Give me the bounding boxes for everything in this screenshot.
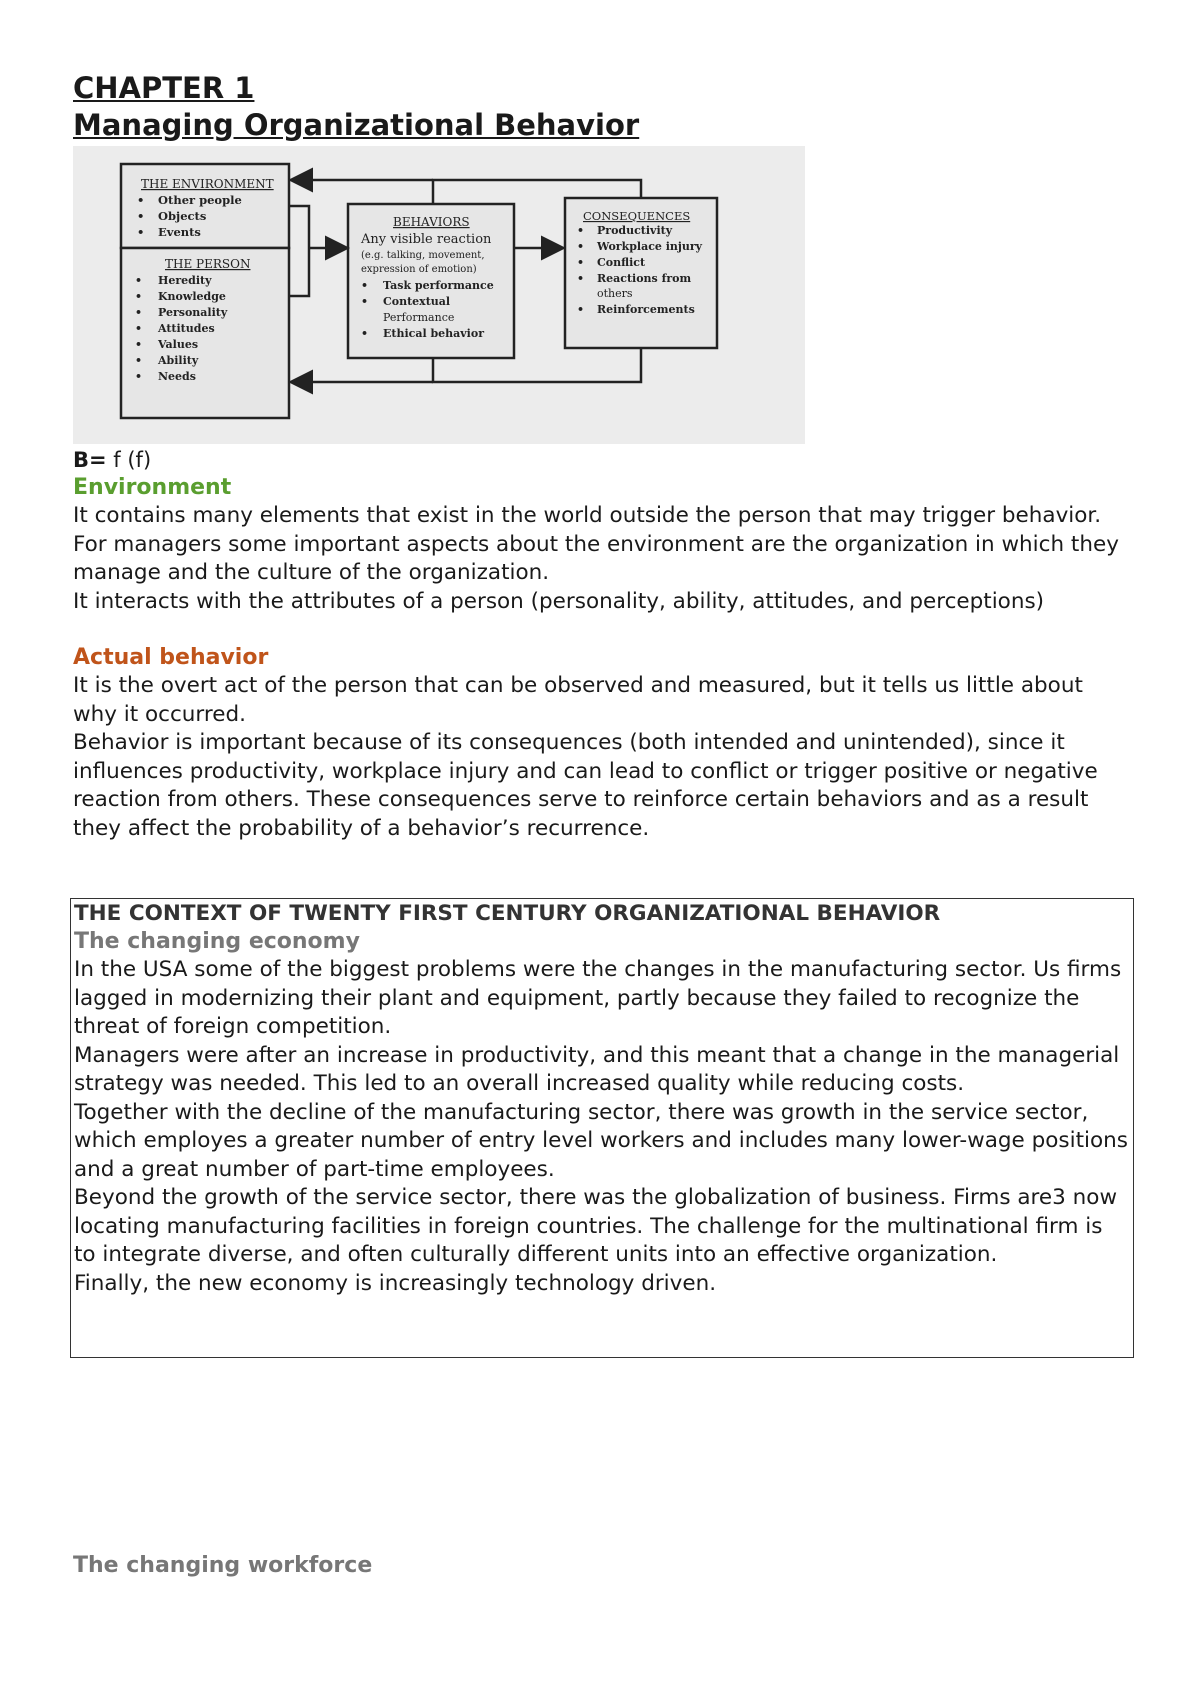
- behaviors-item: Contextual: [383, 295, 451, 308]
- behaviors-line1: Any visible reaction: [361, 232, 492, 247]
- svg-text:•: •: [361, 327, 369, 340]
- consequences-title: CONSEQUENCES: [583, 209, 691, 223]
- context-box-title: THE CONTEXT OF TWENTY FIRST CENTURY ORGANIZATIONAL BEHAVIOR: [74, 901, 941, 926]
- environment-item: Objects: [158, 209, 207, 223]
- person-item: Values: [158, 338, 199, 351]
- person-item: Knowledge: [158, 290, 226, 303]
- behavior-paragraph-2: Behavior is important because of its consequences (both intended and unintended), since it influences productivity, workplace injury and can lead to conflict or trigger positive or negative reaction from others. These consequences serve to reinforce certain behaviors and as a result they affect the probability of a behavior’s recurrence.: [73, 730, 1098, 841]
- actual-behavior-heading: Actual behavior: [73, 645, 269, 670]
- consequences-item: Reinforcements: [597, 303, 695, 316]
- svg-text:•: •: [577, 224, 585, 237]
- behaviors-item: Performance: [383, 311, 455, 324]
- chapter-title: Managing Organizational Behavior: [73, 108, 640, 142]
- environment-heading: Environment: [73, 475, 232, 500]
- person-item: Personality: [158, 306, 228, 319]
- svg-text:•: •: [577, 272, 585, 285]
- consequences-item: Productivity: [597, 224, 673, 237]
- environment-item: Events: [158, 225, 201, 239]
- svg-text:•: •: [361, 279, 369, 292]
- consequences-item: Reactions from: [597, 272, 692, 285]
- svg-text:•: •: [135, 370, 143, 383]
- environment-title: THE ENVIRONMENT: [141, 177, 274, 191]
- svg-text:•: •: [135, 306, 143, 319]
- environment-item: Other people: [158, 193, 242, 207]
- changing-workforce-heading: The changing workforce: [73, 1553, 373, 1578]
- person-item: Attitudes: [158, 322, 215, 335]
- economy-paragraph-5: Finally, the new economy is increasingly technology driven.: [74, 1270, 717, 1296]
- svg-text:•: •: [577, 256, 585, 269]
- behaviors-item: Ethical behavior: [383, 327, 484, 340]
- ob-model-svg: [73, 146, 805, 444]
- person-item: Ability: [158, 354, 199, 367]
- formula-bold: B=: [73, 448, 107, 472]
- consequences-item: others: [597, 287, 633, 300]
- consequences-item: Workplace injury: [597, 240, 703, 253]
- economy-paragraph-3: Together with the decline of the manufacturing sector, there was growth in the service sector, which employes a greater number of entry level workers and includes many lower-wage positions and a great number of part-time employees.: [74, 1099, 1128, 1182]
- merge-connector: [289, 206, 309, 296]
- chapter-number: CHAPTER 1: [73, 71, 255, 105]
- svg-text:•: •: [135, 354, 143, 367]
- svg-text:•: •: [361, 295, 369, 308]
- person-title: THE PERSON: [165, 257, 251, 271]
- economy-paragraph-4: Beyond the growth of the service sector, there was the globalization of business. Firms are3 now locating manufacturing facilities in foreign countries. The challenge for the multinational firm is to integrate diverse, and often culturally different units into an effective organization.: [74, 1185, 1118, 1267]
- svg-text:•: •: [137, 225, 145, 239]
- context-box: [70, 898, 1134, 1358]
- document-page: [73, 70, 1133, 843]
- svg-text:•: •: [135, 322, 143, 335]
- behavior-paragraph-1: It is the overt act of the person that can be observed and measured, but it tells us little about why it occurred.: [73, 673, 1083, 727]
- behaviors-line3: expression of emotion): [361, 264, 477, 275]
- economy-paragraph-1: In the USA some of the biggest problems were the changes in the manufacturing sector. Us firms lagged in modernizing their plant and equipment, partly because they failed to recognize the threat of foreign competition.: [74, 957, 1122, 1039]
- svg-text:•: •: [135, 338, 143, 351]
- environment-paragraph-1: It contains many elements that exist in the world outside the person that may trigger behavior. For managers some important aspects about the environment are the organization in which they manage and the culture of the organization.: [73, 503, 1119, 585]
- formula-rest: f (f): [106, 448, 152, 472]
- person-item: Heredity: [158, 274, 212, 287]
- changing-economy-heading: The changing economy: [74, 929, 360, 954]
- environment-paragraph-2: It interacts with the attributes of a person (personality, ability, attitudes, and perceptions): [73, 588, 1045, 614]
- svg-text:•: •: [577, 240, 585, 253]
- svg-text:•: •: [135, 274, 143, 287]
- behaviors-line2: (e.g. talking, movement,: [361, 250, 485, 261]
- consequences-item: Conflict: [597, 256, 646, 269]
- economy-paragraph-2: Managers were after an increase in productivity, and this meant that a change in the managerial strategy was needed. This led to an overall increased quality while reducing costs.: [74, 1042, 1120, 1096]
- ob-model-diagram: [73, 146, 805, 444]
- svg-text:•: •: [135, 290, 143, 303]
- svg-text:•: •: [577, 303, 585, 316]
- svg-text:•: •: [137, 209, 145, 223]
- person-item: Needs: [158, 370, 196, 383]
- behavior-formula: [73, 446, 1133, 474]
- behaviors-item: Task performance: [383, 279, 494, 292]
- svg-text:•: •: [137, 193, 145, 207]
- behaviors-title: BEHAVIORS: [393, 215, 470, 229]
